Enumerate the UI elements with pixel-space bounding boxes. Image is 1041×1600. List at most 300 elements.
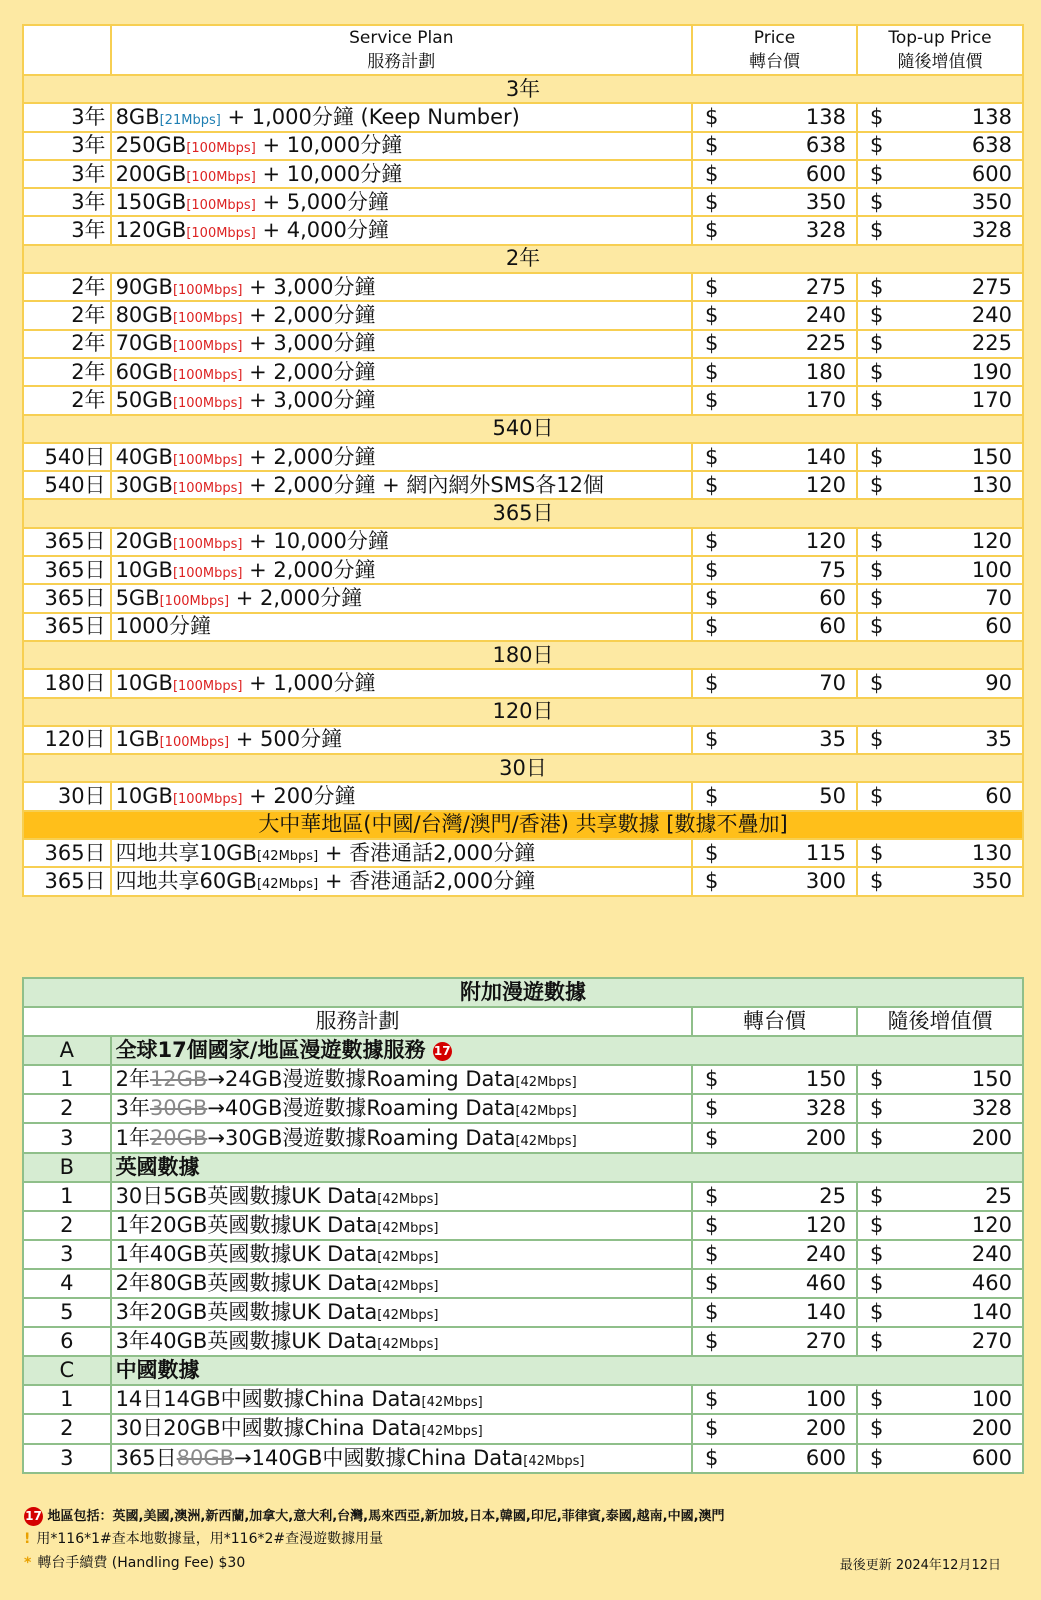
topup-price-amount: 350 bbox=[971, 868, 1012, 893]
plan-description bbox=[111, 188, 692, 216]
plan-row bbox=[23, 188, 1023, 216]
speed-tag: [100Mbps] bbox=[172, 367, 243, 383]
group-code: B bbox=[23, 1153, 111, 1182]
currency-symbol: $ bbox=[869, 133, 884, 158]
topup-price-amount: 25 bbox=[985, 1183, 1012, 1208]
speed-tag: [100Mbps] bbox=[159, 735, 230, 751]
price-amount: 180 bbox=[805, 359, 846, 384]
plan-row bbox=[23, 443, 1023, 471]
topup-price bbox=[857, 1065, 1023, 1094]
plan-duration: 2年 bbox=[23, 330, 111, 358]
roaming-plan-row bbox=[23, 1298, 1023, 1327]
plan-description bbox=[111, 301, 692, 329]
topup-price-amount: 138 bbox=[971, 104, 1012, 129]
topup-price bbox=[857, 1269, 1023, 1298]
topup-price bbox=[857, 1182, 1023, 1211]
section-header-row bbox=[23, 499, 1023, 527]
currency-symbol: $ bbox=[705, 1416, 719, 1441]
currency-symbol: $ bbox=[705, 585, 719, 610]
speed-tag: [100Mbps] bbox=[172, 792, 243, 808]
section-header-row bbox=[23, 811, 1023, 839]
row-number: 3 bbox=[23, 1444, 111, 1473]
currency-symbol: $ bbox=[869, 189, 884, 214]
roaming-plan-row bbox=[23, 1269, 1023, 1298]
speed-tag: [100Mbps] bbox=[186, 169, 256, 185]
exclamation-icon: ! bbox=[24, 1531, 31, 1547]
price bbox=[692, 301, 857, 329]
plan-description bbox=[111, 103, 692, 131]
roaming-title: 附加漫遊數據 bbox=[23, 978, 1023, 1007]
section-title: 120日 bbox=[23, 698, 1023, 726]
currency-symbol: $ bbox=[705, 104, 719, 129]
roaming-plan-description bbox=[111, 1182, 692, 1211]
plan-data: 5GB bbox=[115, 585, 160, 610]
plan-prefix: 2年 bbox=[115, 1067, 150, 1092]
plan-duration: 2年 bbox=[23, 273, 111, 301]
topup-price bbox=[857, 1298, 1023, 1327]
price-amount: 120 bbox=[805, 472, 846, 497]
currency-symbol: $ bbox=[869, 104, 884, 129]
group-name-text: 英國數據 bbox=[115, 1154, 200, 1179]
plan-minutes: + 2,000分鐘 bbox=[229, 585, 363, 610]
plan-prefix: 1年40GB英國數據UK Data bbox=[115, 1241, 378, 1266]
topup-price bbox=[857, 1094, 1023, 1123]
speed-tag: [42Mbps] bbox=[515, 1133, 577, 1149]
plan-prefix: 30日20GB中國數據China Data bbox=[115, 1416, 422, 1441]
price bbox=[692, 1385, 857, 1414]
topup-price bbox=[857, 386, 1023, 414]
plan-minutes: + 2,000分鐘 bbox=[242, 557, 376, 582]
roaming-group-row bbox=[23, 1036, 1023, 1065]
topup-price bbox=[857, 330, 1023, 358]
speed-tag: [42Mbps] bbox=[515, 1075, 577, 1091]
plan-minutes: + 10,000分鐘 bbox=[242, 529, 389, 554]
price bbox=[692, 471, 857, 499]
speed-tag: [100Mbps] bbox=[172, 282, 243, 298]
roaming-title-row bbox=[23, 978, 1023, 1007]
price bbox=[692, 556, 857, 584]
speed-tag: [42Mbps] bbox=[256, 848, 319, 864]
topup-price-amount: 460 bbox=[971, 1270, 1012, 1295]
row-number: 1 bbox=[23, 1385, 111, 1414]
currency-symbol: $ bbox=[705, 727, 719, 752]
price-amount: 300 bbox=[805, 868, 846, 893]
plan-row bbox=[23, 103, 1023, 131]
speed-tag: [100Mbps] bbox=[186, 197, 256, 213]
plan-description bbox=[111, 669, 692, 697]
currency-symbol: $ bbox=[705, 472, 719, 497]
topup-price bbox=[857, 358, 1023, 386]
topup-price-amount: 328 bbox=[971, 1096, 1012, 1121]
roaming-plan-description bbox=[111, 1444, 692, 1473]
header-price: Price 轉台價 bbox=[692, 25, 857, 75]
price bbox=[692, 1298, 857, 1327]
roaming-plan-description bbox=[111, 1414, 692, 1443]
plan-minutes: + 2,000分鐘 bbox=[242, 303, 376, 328]
topup-price bbox=[857, 160, 1023, 188]
roaming-plan-row bbox=[23, 1065, 1023, 1094]
currency-symbol: $ bbox=[705, 1445, 719, 1470]
price bbox=[692, 1211, 857, 1240]
speed-tag: [21Mbps] bbox=[159, 112, 221, 128]
currency-symbol: $ bbox=[705, 670, 719, 695]
plan-data: 50GB bbox=[115, 387, 173, 412]
plan-prefix: 14日14GB中國數據China Data bbox=[115, 1387, 422, 1412]
price-amount: 120 bbox=[805, 1212, 846, 1237]
plan-minutes: + 200分鐘 bbox=[242, 784, 356, 809]
currency-symbol: $ bbox=[869, 1416, 884, 1441]
speed-tag: [42Mbps] bbox=[377, 1191, 439, 1207]
plan-data: 1000分鐘 bbox=[115, 614, 212, 639]
price bbox=[692, 386, 857, 414]
plan-description bbox=[111, 330, 692, 358]
plan-minutes: + 3,000分鐘 bbox=[242, 274, 376, 299]
price bbox=[692, 782, 857, 810]
speed-tag: [42Mbps] bbox=[523, 1453, 585, 1469]
section-header-row bbox=[23, 698, 1023, 726]
topup-price bbox=[857, 726, 1023, 754]
plan-row bbox=[23, 782, 1023, 810]
price-amount: 200 bbox=[805, 1416, 846, 1441]
plan-prefix: 365日 bbox=[115, 1445, 177, 1470]
plan-minutes: + 10,000分鐘 bbox=[255, 161, 403, 186]
plan-description bbox=[111, 132, 692, 160]
price-amount: 50 bbox=[819, 784, 846, 809]
new-data-amount: 140GB中國數據China Data bbox=[251, 1445, 524, 1470]
topup-price-amount: 60 bbox=[985, 784, 1012, 809]
roaming-plan-description bbox=[111, 1298, 692, 1327]
topup-price bbox=[857, 584, 1023, 612]
price-amount: 200 bbox=[805, 1125, 846, 1150]
currency-symbol: $ bbox=[869, 784, 884, 809]
roaming-data-table bbox=[22, 977, 1024, 1474]
plan-data: 10GB bbox=[115, 670, 173, 695]
price-amount: 328 bbox=[805, 218, 846, 243]
price-amount: 225 bbox=[805, 331, 846, 356]
speed-tag: [42Mbps] bbox=[377, 1220, 439, 1236]
currency-symbol: $ bbox=[705, 1212, 719, 1237]
roaming-plan-description bbox=[111, 1065, 692, 1094]
roaming-plan-description bbox=[111, 1123, 692, 1152]
currency-symbol: $ bbox=[869, 727, 884, 752]
plan-minutes: + 1,000分鐘 bbox=[242, 670, 376, 695]
topup-price bbox=[857, 556, 1023, 584]
new-data-amount: 30GB漫遊數據Roaming Data bbox=[224, 1125, 516, 1150]
plan-data: 30GB bbox=[115, 472, 173, 497]
currency-symbol: $ bbox=[869, 161, 884, 186]
currency-symbol: $ bbox=[869, 359, 884, 384]
currency-symbol: $ bbox=[869, 557, 884, 582]
row-number: 3 bbox=[23, 1240, 111, 1269]
speed-tag: [100Mbps] bbox=[172, 678, 243, 694]
currency-symbol: $ bbox=[869, 614, 884, 639]
currency-symbol: $ bbox=[705, 133, 719, 158]
plan-row bbox=[23, 358, 1023, 386]
currency-symbol: $ bbox=[869, 331, 884, 356]
price-amount: 75 bbox=[819, 557, 846, 582]
currency-symbol: $ bbox=[869, 1241, 884, 1266]
topup-price-amount: 120 bbox=[971, 529, 1012, 554]
price-amount: 240 bbox=[805, 303, 846, 328]
currency-symbol: $ bbox=[869, 670, 884, 695]
currency-symbol: $ bbox=[869, 1067, 884, 1092]
topup-price-amount: 328 bbox=[971, 218, 1012, 243]
speed-tag: [100Mbps] bbox=[172, 537, 243, 553]
currency-symbol: $ bbox=[869, 529, 884, 554]
group-code: C bbox=[23, 1356, 111, 1385]
topup-price-amount: 60 bbox=[985, 614, 1012, 639]
price bbox=[692, 839, 857, 867]
price bbox=[692, 1444, 857, 1473]
plan-data: 20GB bbox=[115, 529, 173, 554]
topup-price-amount: 100 bbox=[971, 1387, 1012, 1412]
currency-symbol: $ bbox=[705, 1329, 719, 1354]
topup-price-amount: 200 bbox=[971, 1416, 1012, 1441]
currency-symbol: $ bbox=[869, 585, 884, 610]
section-title: 3年 bbox=[23, 75, 1023, 103]
currency-symbol: $ bbox=[705, 359, 719, 384]
plan-data: 250GB bbox=[115, 133, 187, 158]
roaming-plan-row bbox=[23, 1094, 1023, 1123]
roaming-plan-row bbox=[23, 1444, 1023, 1473]
currency-symbol: $ bbox=[705, 1096, 719, 1121]
topup-price bbox=[857, 1211, 1023, 1240]
topup-price bbox=[857, 1240, 1023, 1269]
plan-description bbox=[111, 273, 692, 301]
header-service-plan: Service Plan 服務計劃 bbox=[111, 25, 692, 75]
currency-symbol: $ bbox=[705, 529, 719, 554]
plan-minutes: + 3,000分鐘 bbox=[242, 387, 376, 412]
currency-symbol: $ bbox=[705, 303, 719, 328]
roaming-plan-description bbox=[111, 1269, 692, 1298]
topup-price bbox=[857, 443, 1023, 471]
speed-tag: [42Mbps] bbox=[377, 1308, 439, 1324]
currency-symbol: $ bbox=[869, 840, 884, 865]
topup-price bbox=[857, 103, 1023, 131]
topup-price-amount: 275 bbox=[971, 274, 1012, 299]
plan-data: 70GB bbox=[115, 331, 173, 356]
plan-minutes: + 2,000分鐘 bbox=[242, 359, 376, 384]
currency-symbol: $ bbox=[705, 1067, 719, 1092]
currency-symbol: $ bbox=[705, 784, 719, 809]
plan-duration: 540日 bbox=[23, 443, 111, 471]
topup-price bbox=[857, 273, 1023, 301]
price-amount: 140 bbox=[805, 444, 846, 469]
section-header-row bbox=[23, 75, 1023, 103]
currency-symbol: $ bbox=[705, 444, 719, 469]
plan-description bbox=[111, 613, 692, 641]
arrow-icon: → bbox=[207, 1125, 225, 1150]
plan-description bbox=[111, 556, 692, 584]
plan-duration: 180日 bbox=[23, 669, 111, 697]
currency-symbol: $ bbox=[705, 1300, 719, 1325]
plan-duration: 365日 bbox=[23, 867, 111, 895]
currency-symbol: $ bbox=[869, 1096, 884, 1121]
plan-row bbox=[23, 330, 1023, 358]
plan-description bbox=[111, 782, 692, 810]
currency-symbol: $ bbox=[705, 1241, 719, 1266]
roaming-plan-row bbox=[23, 1182, 1023, 1211]
price bbox=[692, 273, 857, 301]
plan-duration: 365日 bbox=[23, 584, 111, 612]
price bbox=[692, 1240, 857, 1269]
price bbox=[692, 103, 857, 131]
plan-row bbox=[23, 301, 1023, 329]
plan-row bbox=[23, 584, 1023, 612]
currency-symbol: $ bbox=[705, 218, 719, 243]
topup-price bbox=[857, 782, 1023, 810]
section-title: 2年 bbox=[23, 245, 1023, 273]
plan-duration: 365日 bbox=[23, 528, 111, 556]
currency-symbol: $ bbox=[869, 1300, 884, 1325]
speed-tag: [42Mbps] bbox=[515, 1104, 577, 1120]
plan-description bbox=[111, 386, 692, 414]
price bbox=[692, 669, 857, 697]
arrow-icon: → bbox=[207, 1067, 225, 1092]
plan-data: 60GB bbox=[115, 359, 173, 384]
plan-description bbox=[111, 726, 692, 754]
plan-row bbox=[23, 273, 1023, 301]
currency-symbol: $ bbox=[869, 1270, 884, 1295]
price bbox=[692, 1123, 857, 1152]
roaming-plan-row bbox=[23, 1385, 1023, 1414]
plan-duration: 2年 bbox=[23, 301, 111, 329]
price bbox=[692, 443, 857, 471]
plan-prefix: 30日5GB英國數據UK Data bbox=[115, 1183, 378, 1208]
handling-fee-text: 轉台手續費 (Handling Fee) $30 bbox=[37, 1555, 246, 1571]
price bbox=[692, 1094, 857, 1123]
plan-description bbox=[111, 443, 692, 471]
topup-price-amount: 35 bbox=[985, 727, 1012, 752]
plan-data: 120GB bbox=[115, 218, 187, 243]
topup-price-amount: 120 bbox=[971, 1212, 1012, 1237]
topup-price-amount: 170 bbox=[971, 387, 1012, 412]
currency-symbol: $ bbox=[869, 1183, 884, 1208]
row-number: 1 bbox=[23, 1182, 111, 1211]
row-number: 2 bbox=[23, 1094, 111, 1123]
topup-price-amount: 270 bbox=[971, 1329, 1012, 1354]
plan-data: 40GB bbox=[115, 444, 173, 469]
price-amount: 270 bbox=[805, 1329, 846, 1354]
last-updated: 最後更新 2024年12月12日 bbox=[839, 1558, 1001, 1573]
regions-text: 地區包括：英國,美國,澳洲,新西蘭,加拿大,意大利,台灣,馬來西亞,新加坡,日本,韓國,印尼,菲律賓,泰國,越南,中國,澳門 bbox=[47, 1509, 725, 1524]
section-header-row bbox=[23, 641, 1023, 669]
currency-symbol: $ bbox=[869, 303, 884, 328]
speed-tag: [100Mbps] bbox=[172, 565, 243, 581]
price bbox=[692, 1327, 857, 1356]
topup-price bbox=[857, 471, 1023, 499]
roaming-plan-row bbox=[23, 1240, 1023, 1269]
section-title: 365日 bbox=[23, 499, 1023, 527]
old-data-amount: 30GB bbox=[149, 1096, 208, 1121]
row-number: 4 bbox=[23, 1269, 111, 1298]
table-header-row bbox=[23, 25, 1023, 75]
plan-row bbox=[23, 132, 1023, 160]
topup-price-amount: 140 bbox=[971, 1300, 1012, 1325]
speed-tag: [42Mbps] bbox=[421, 1395, 483, 1411]
usage-check-note bbox=[24, 1528, 383, 1548]
price bbox=[692, 132, 857, 160]
speed-tag: [100Mbps] bbox=[172, 311, 243, 327]
header-empty-cell bbox=[23, 25, 111, 75]
price-amount: 35 bbox=[819, 727, 846, 752]
plan-data: 80GB bbox=[115, 303, 173, 328]
plan-row bbox=[23, 839, 1023, 867]
topup-price bbox=[857, 839, 1023, 867]
speed-tag: [100Mbps] bbox=[172, 452, 243, 468]
price-amount: 350 bbox=[805, 189, 846, 214]
topup-price-amount: 240 bbox=[971, 303, 1012, 328]
plan-minutes: + 10,000分鐘 bbox=[255, 133, 403, 158]
topup-price-amount: 150 bbox=[971, 1067, 1012, 1092]
currency-symbol: $ bbox=[869, 218, 884, 243]
plan-minutes: + 500分鐘 bbox=[229, 727, 343, 752]
arrow-icon: → bbox=[234, 1445, 252, 1470]
currency-symbol: $ bbox=[869, 868, 884, 893]
topup-price bbox=[857, 528, 1023, 556]
group-name bbox=[111, 1036, 1023, 1065]
plan-row bbox=[23, 471, 1023, 499]
plan-duration: 120日 bbox=[23, 726, 111, 754]
section-title: 180日 bbox=[23, 641, 1023, 669]
currency-symbol: $ bbox=[869, 1212, 884, 1237]
footnote-17-icon: 17 bbox=[24, 1507, 43, 1526]
speed-tag: [42Mbps] bbox=[421, 1424, 483, 1440]
plan-row bbox=[23, 528, 1023, 556]
price bbox=[692, 160, 857, 188]
price bbox=[692, 867, 857, 895]
topup-price-amount: 130 bbox=[971, 840, 1012, 865]
price bbox=[692, 1065, 857, 1094]
topup-price bbox=[857, 1327, 1023, 1356]
currency-symbol: $ bbox=[869, 1125, 884, 1150]
price bbox=[692, 1269, 857, 1298]
topup-price-amount: 200 bbox=[971, 1125, 1012, 1150]
topup-price bbox=[857, 1444, 1023, 1473]
section-header-row bbox=[23, 245, 1023, 273]
section-title: 540日 bbox=[23, 415, 1023, 443]
plan-description bbox=[111, 867, 692, 895]
plan-duration: 540日 bbox=[23, 471, 111, 499]
roaming-plan-row bbox=[23, 1211, 1023, 1240]
section-header-row bbox=[23, 415, 1023, 443]
speed-tag: [100Mbps] bbox=[172, 395, 243, 411]
topup-price bbox=[857, 132, 1023, 160]
price-amount: 120 bbox=[805, 529, 846, 554]
currency-symbol: $ bbox=[869, 1445, 884, 1470]
price bbox=[692, 613, 857, 641]
plan-data: 150GB bbox=[115, 189, 187, 214]
header-topup-price: Top-up Price 隨後增值價 bbox=[857, 25, 1023, 75]
plan-description bbox=[111, 584, 692, 612]
currency-symbol: $ bbox=[705, 387, 719, 412]
currency-symbol: $ bbox=[705, 274, 719, 299]
roaming-header-price: 轉台價 bbox=[692, 1007, 857, 1036]
topup-price-amount: 350 bbox=[971, 189, 1012, 214]
price bbox=[692, 726, 857, 754]
old-data-amount: 20GB bbox=[149, 1125, 208, 1150]
price bbox=[692, 216, 857, 244]
plan-prefix: 3年20GB英國數據UK Data bbox=[115, 1300, 378, 1325]
service-plan-table bbox=[22, 24, 1024, 897]
plan-duration: 3年 bbox=[23, 188, 111, 216]
row-number: 1 bbox=[23, 1065, 111, 1094]
price bbox=[692, 358, 857, 386]
price-amount: 60 bbox=[819, 614, 846, 639]
roaming-group-row bbox=[23, 1153, 1023, 1182]
row-number: 2 bbox=[23, 1211, 111, 1240]
new-data-amount: 24GB漫遊數據Roaming Data bbox=[224, 1067, 516, 1092]
